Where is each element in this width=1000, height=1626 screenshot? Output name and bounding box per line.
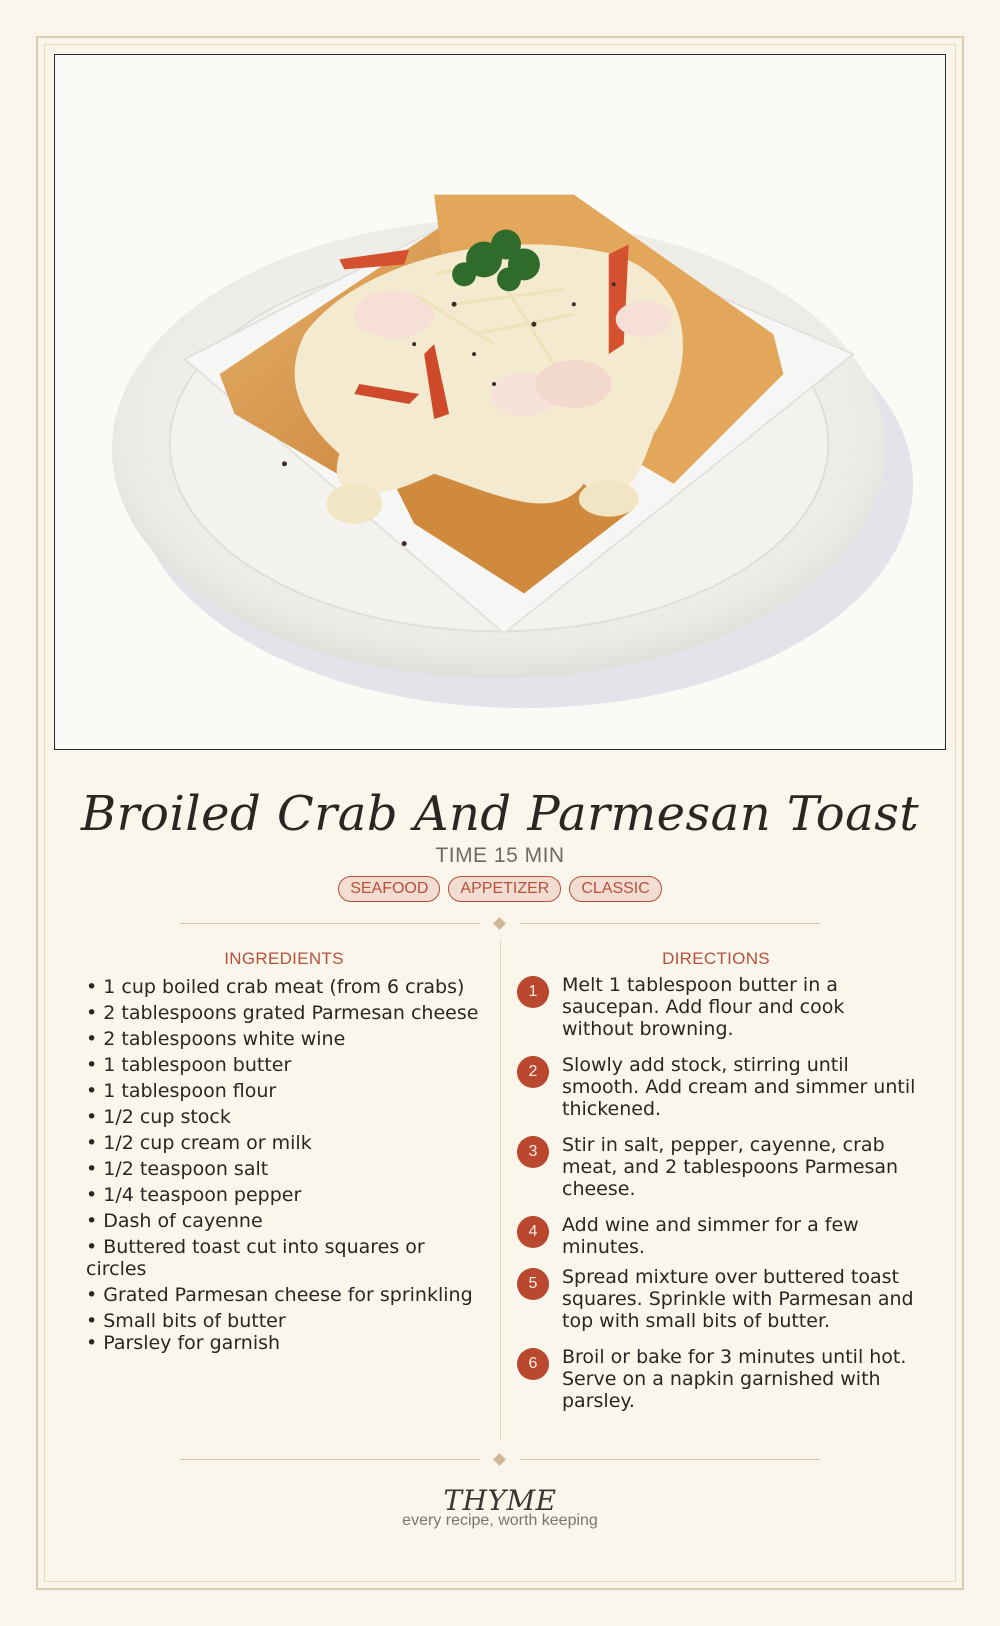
step-text: Broil or bake for 3 minutes until hot. Serve on a napkin garnished with parsley. [562,1346,907,1412]
direction-step [516,974,916,1040]
direction-step [516,1266,916,1332]
list-item: • Dash of cayenne [86,1210,263,1232]
direction-step [516,1346,916,1412]
list-item: • Parsley for garnish [86,1332,281,1354]
list-item: • 1/4 teaspoon pepper [86,1184,302,1206]
brand-name: THYME [443,1484,557,1517]
list-item: • 2 tablespoons grated Parmesan cheese [86,1002,479,1024]
list-item: • 1/2 cup stock [86,1106,231,1128]
directions-list [516,974,916,1412]
list-item: • Grated Parmesan cheese for sprinkling [86,1284,473,1306]
diamond-icon [493,1453,506,1466]
plate-toast-illustration [55,55,945,749]
step-text: Slowly add stock, stirring until smooth. Add cream and simmer until thickened. [562,1054,916,1120]
recipe-title: Broiled Crab And Parmesan Toast [80,786,920,842]
diamond-icon [493,917,506,930]
list-item: • 1 cup boiled crab meat (from 6 crabs) [86,976,465,998]
section-divider-top [180,918,820,930]
recipe-time: TIME 15 MIN [435,844,565,867]
direction-step [516,1054,916,1120]
ingredients-list [86,976,486,1354]
list-item: • Small bits of butter [86,1310,286,1332]
step-number-badge: 3 [517,1136,549,1168]
ingredients-heading: INGREDIENTS [224,949,344,968]
list-item: • 1 tablespoon butter [86,1054,292,1076]
step-number-badge: 6 [517,1348,549,1380]
tag-classic[interactable]: CLASSIC [569,876,661,902]
list-item: • 2 tablespoons white wine [86,1028,346,1050]
list-item: • 1 tablespoon flour [86,1080,277,1102]
step-text: Melt 1 tablespoon butter in a saucepan. Add flour and cook without browning. [562,974,845,1040]
step-number-badge: 2 [517,1056,549,1088]
column-divider [500,940,501,1440]
step-text: Stir in salt, pepper, cayenne, crab meat, and 2 tablespoons Parmesan cheese. [562,1134,899,1200]
direction-step [516,1134,916,1200]
list-item: • 1/2 cup cream or milk [86,1132,312,1154]
hero-image [54,54,946,750]
step-text: Spread mixture over buttered toast squares. Sprinkle with Parmesan and top with small bits of butter. [562,1266,914,1332]
tag-appetizer[interactable]: APPETIZER [448,876,561,902]
section-divider-bottom [180,1454,820,1466]
direction-step [516,1214,916,1258]
step-number-badge: 4 [517,1216,549,1248]
step-number-badge: 1 [517,976,549,1008]
directions-heading: DIRECTIONS [662,949,770,968]
tag-seafood[interactable]: SEAFOOD [338,876,440,902]
step-number-badge: 5 [517,1268,549,1300]
tag-list [0,876,1000,902]
list-item: • Buttered toast cut into squares or circles [86,1236,425,1280]
step-text: Add wine and simmer for a few minutes. [562,1214,859,1258]
brand-tagline: every recipe, worth keeping [402,1512,598,1529]
list-item: • 1/2 teaspoon salt [86,1158,269,1180]
